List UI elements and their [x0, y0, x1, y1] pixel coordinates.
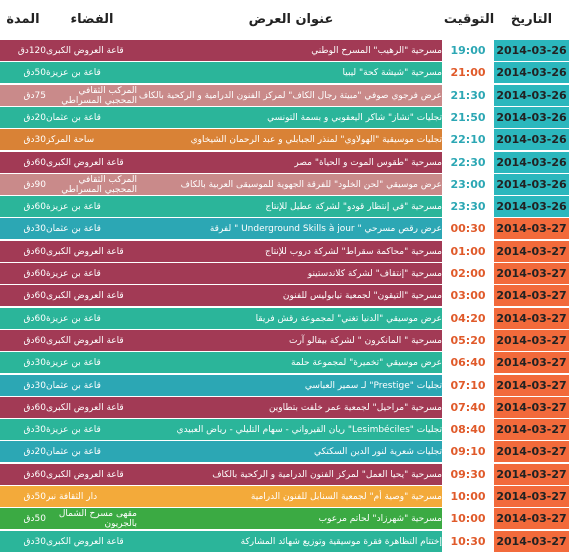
date-cell: 2014-03-27 [496, 423, 567, 436]
time-cell: 01:00 [450, 245, 486, 258]
duration-cell: 60دق [23, 157, 46, 168]
time-cell: 10:00 [450, 512, 486, 525]
time-cell: 07:10 [450, 379, 486, 392]
duration-cell: 60دق [23, 201, 46, 212]
duration-cell: 60دق [23, 335, 46, 346]
duration-cell: 75دق [23, 90, 46, 101]
table-row [0, 241, 569, 262]
title-cell: عرض موسيقي "لحن الخلود" للفرقة الجهوية للموسيقى العربية بالكاف [180, 179, 442, 190]
table-row [0, 40, 569, 61]
table-row [0, 464, 569, 485]
title-cell: عرض موسيقي "تخميرة" لمجموعة حلمة [290, 357, 442, 368]
table-row [0, 508, 569, 529]
title-cell: تجليات موسيقية "الهولاوي" لمنذر الجبابلي و عبد الرحمان الشيخاوي [190, 134, 442, 145]
date-cell: 2014-03-26 [496, 89, 567, 102]
table-row [0, 441, 569, 462]
space-cell: مقهى مسرح الشمال بالجريون [58, 508, 137, 529]
duration-cell: 30دق [23, 223, 46, 234]
space-cell: قاعة العروض الكبرى [46, 469, 124, 480]
date-cell: 2014-03-27 [496, 267, 567, 280]
time-cell: 09:10 [450, 445, 486, 458]
duration-cell: 60دق [23, 246, 46, 257]
table-row [0, 85, 569, 106]
date-cell: 2014-03-27 [496, 289, 567, 302]
table-row [0, 375, 569, 396]
title-cell: مسرحية "طقوس الموت و الحياة" مصر [294, 157, 442, 168]
space-cell: قاعة بن عثمان [46, 380, 101, 391]
duration-cell: 90دق [23, 179, 46, 190]
space-cell: المركب الثقافي المحجبي المسراطي [61, 85, 137, 106]
table-row [0, 352, 569, 373]
time-cell: 04:20 [450, 312, 486, 325]
title-cell: إختتام التظاهرة فقرة موسيقية وتوزيع شهائد المشاركة [240, 536, 442, 547]
title-cell: تجليات "Prestige" لـ سمير العباسي [304, 380, 442, 391]
time-cell: 22:30 [450, 156, 486, 169]
space-cell: قاعة العروض الكبرى [46, 45, 124, 56]
space-cell: قاعة العروض الكبرى [46, 246, 124, 257]
time-cell: 10:30 [450, 535, 486, 548]
date-cell: 2014-03-27 [496, 401, 567, 414]
time-cell: 23:30 [450, 200, 486, 213]
table-row [0, 486, 569, 507]
duration-cell: 20دق [23, 112, 46, 123]
duration-cell: 60دق [23, 402, 46, 413]
time-cell: 21:50 [450, 111, 486, 124]
space-cell: قاعة العروض الكبرى [46, 335, 124, 346]
space-cell: المركب الثقافي المحجبي المسراطي [61, 174, 137, 195]
space-cell: قاعة بن عزيزة [46, 424, 101, 435]
duration-cell: 30دق [23, 134, 46, 145]
header-title: عنوان العرض [248, 11, 334, 27]
title-cell: مسرحية "في إنتظار قودو" لشركة عطيل للإنتاج [265, 201, 442, 212]
table-row [0, 397, 569, 418]
duration-cell: 30دق [23, 380, 46, 391]
table-row [0, 152, 569, 173]
time-cell: 08:40 [450, 423, 486, 436]
space-cell: قاعة بن عثمان [46, 112, 101, 123]
date-cell: 2014-03-27 [496, 356, 567, 369]
duration-cell: 60دق [23, 469, 46, 480]
space-cell: قاعة بن عثمان [46, 446, 101, 457]
duration-cell: 60دق [23, 290, 46, 301]
duration-cell: 20دق [23, 446, 46, 457]
date-cell: 2014-03-27 [496, 312, 567, 325]
duration-cell: 30دق [23, 536, 46, 547]
table-row [0, 107, 569, 128]
table-header [0, 0, 569, 38]
table-row [0, 263, 569, 284]
space-cell: ساحة المركز [46, 134, 95, 145]
table-row [0, 330, 569, 351]
time-cell: 10:00 [450, 490, 486, 503]
duration-cell: 50دق [23, 513, 46, 524]
space-cell: قاعة العروض الكبرى [46, 536, 124, 547]
time-cell: 05:20 [450, 334, 486, 347]
date-cell: 2014-03-26 [496, 200, 567, 213]
title-cell: مسرحية " المانكرون " لشركة بيقالو آرت [288, 335, 442, 346]
duration-cell: 60دق [23, 313, 46, 324]
date-cell: 2014-03-26 [496, 156, 567, 169]
space-cell: قاعة العروض الكبرى [46, 402, 124, 413]
time-cell: 03:00 [450, 289, 486, 302]
duration-cell: 60دق [23, 268, 46, 279]
date-cell: 2014-03-27 [496, 535, 567, 548]
time-cell: 06:40 [450, 356, 486, 369]
space-cell: قاعة بن عزيزة [46, 313, 101, 324]
time-cell: 02:00 [450, 267, 486, 280]
title-cell: مسرحية "التيقون" لجمعية نيابوليس للفنون [282, 290, 442, 301]
date-cell: 2014-03-27 [496, 245, 567, 258]
title-cell: عرض رقص مسرحي " Underground Skills à jour " لفرقة [209, 223, 442, 234]
header-time: التوقيت [443, 11, 495, 27]
time-cell: 23:00 [450, 178, 486, 191]
title-cell: تجليات شعرية لنور الدين السكتكي [313, 446, 442, 457]
title-cell: مسرحية "إنتقاف" لشركة كلاندستينو [307, 268, 442, 279]
header-space: الفضاء [70, 11, 114, 27]
date-cell: 2014-03-26 [496, 178, 567, 191]
title-cell: مسرحية "الرهيب" المسرح الوطني [311, 45, 442, 56]
table-row [0, 174, 569, 195]
duration-cell: 50دق [23, 67, 46, 78]
title-cell: مسرحية "يحيا العمل" لمركز الفنون الدرامية و الركحية بالكاف [212, 469, 442, 480]
date-cell: 2014-03-26 [496, 133, 567, 146]
header-date: التاريخ [510, 11, 553, 27]
space-cell: قاعة بن عزيزة [46, 67, 101, 78]
time-cell: 19:00 [450, 44, 486, 57]
title-cell: مسرحية "شيشة كحة" ليبيا [342, 67, 442, 78]
header-duration: المدة [6, 11, 40, 27]
duration-cell: 30دق [23, 357, 46, 368]
time-cell: 09:30 [450, 468, 486, 481]
duration-cell: 50دق [23, 491, 46, 502]
title-cell: مسرحية "مراحيل" لجمعية عمر خلفت بتطاوين [268, 402, 442, 413]
date-cell: 2014-03-26 [496, 66, 567, 79]
time-cell: 22:10 [450, 133, 486, 146]
space-cell: قاعة العروض الكبرى [46, 157, 124, 168]
time-cell: 21:00 [450, 66, 486, 79]
space-cell: دار الثقافة نبر [46, 491, 98, 502]
title-cell: تجليات "Lesimbéciles" ريان القيرواني - سهام التليلي - رياض العبيدي [176, 424, 442, 435]
duration-cell: 30دق [23, 424, 46, 435]
table-row [0, 419, 569, 440]
date-cell: 2014-03-27 [496, 222, 567, 235]
space-cell: قاعة بن عزيزة [46, 268, 101, 279]
space-cell: قاعة بن عزيزة [46, 357, 101, 368]
space-cell: قاعة بن عزيزة [46, 201, 101, 212]
table-row [0, 218, 569, 239]
table-row [0, 196, 569, 217]
duration-cell: 120دق [17, 45, 46, 56]
date-cell: 2014-03-27 [496, 512, 567, 525]
table-row [0, 129, 569, 150]
date-cell: 2014-03-27 [496, 379, 567, 392]
table-row [0, 62, 569, 83]
table-row [0, 531, 569, 552]
date-cell: 2014-03-26 [496, 111, 567, 124]
title-cell: مسرحية "وصية أم" لجمعية السنابل للفنون الدرامية [250, 491, 442, 502]
title-cell: مسرحية "شهرزاد" لحاتم مرعوب [318, 513, 442, 524]
space-cell: قاعة العروض الكبرى [46, 290, 124, 301]
table-row [0, 285, 569, 306]
time-cell: 07:40 [450, 401, 486, 414]
time-cell: 21:30 [450, 89, 486, 102]
title-cell: تجليات "نشاز" شاكر اليعقوبي و بسمة التونسي [267, 112, 442, 123]
title-cell: عرض فرجوي صوفي "مبيتة رجال الكاف" لمركز الفنون الدرامية و الركحية بالكاف [138, 90, 442, 101]
space-cell: قاعة بن عثمان [46, 223, 101, 234]
title-cell: عرض موسيقي "الدنيا تغني" لمجموعة رقش فريقا [255, 313, 442, 324]
date-cell: 2014-03-27 [496, 490, 567, 503]
date-cell: 2014-03-27 [496, 445, 567, 458]
date-cell: 2014-03-26 [496, 44, 567, 57]
date-cell: 2014-03-27 [496, 468, 567, 481]
table-row [0, 308, 569, 329]
time-cell: 00:30 [450, 222, 486, 235]
date-cell: 2014-03-27 [496, 334, 567, 347]
title-cell: مسرحية "محاكمة سقراط" لشركة دروب للإنتاج [265, 246, 442, 257]
